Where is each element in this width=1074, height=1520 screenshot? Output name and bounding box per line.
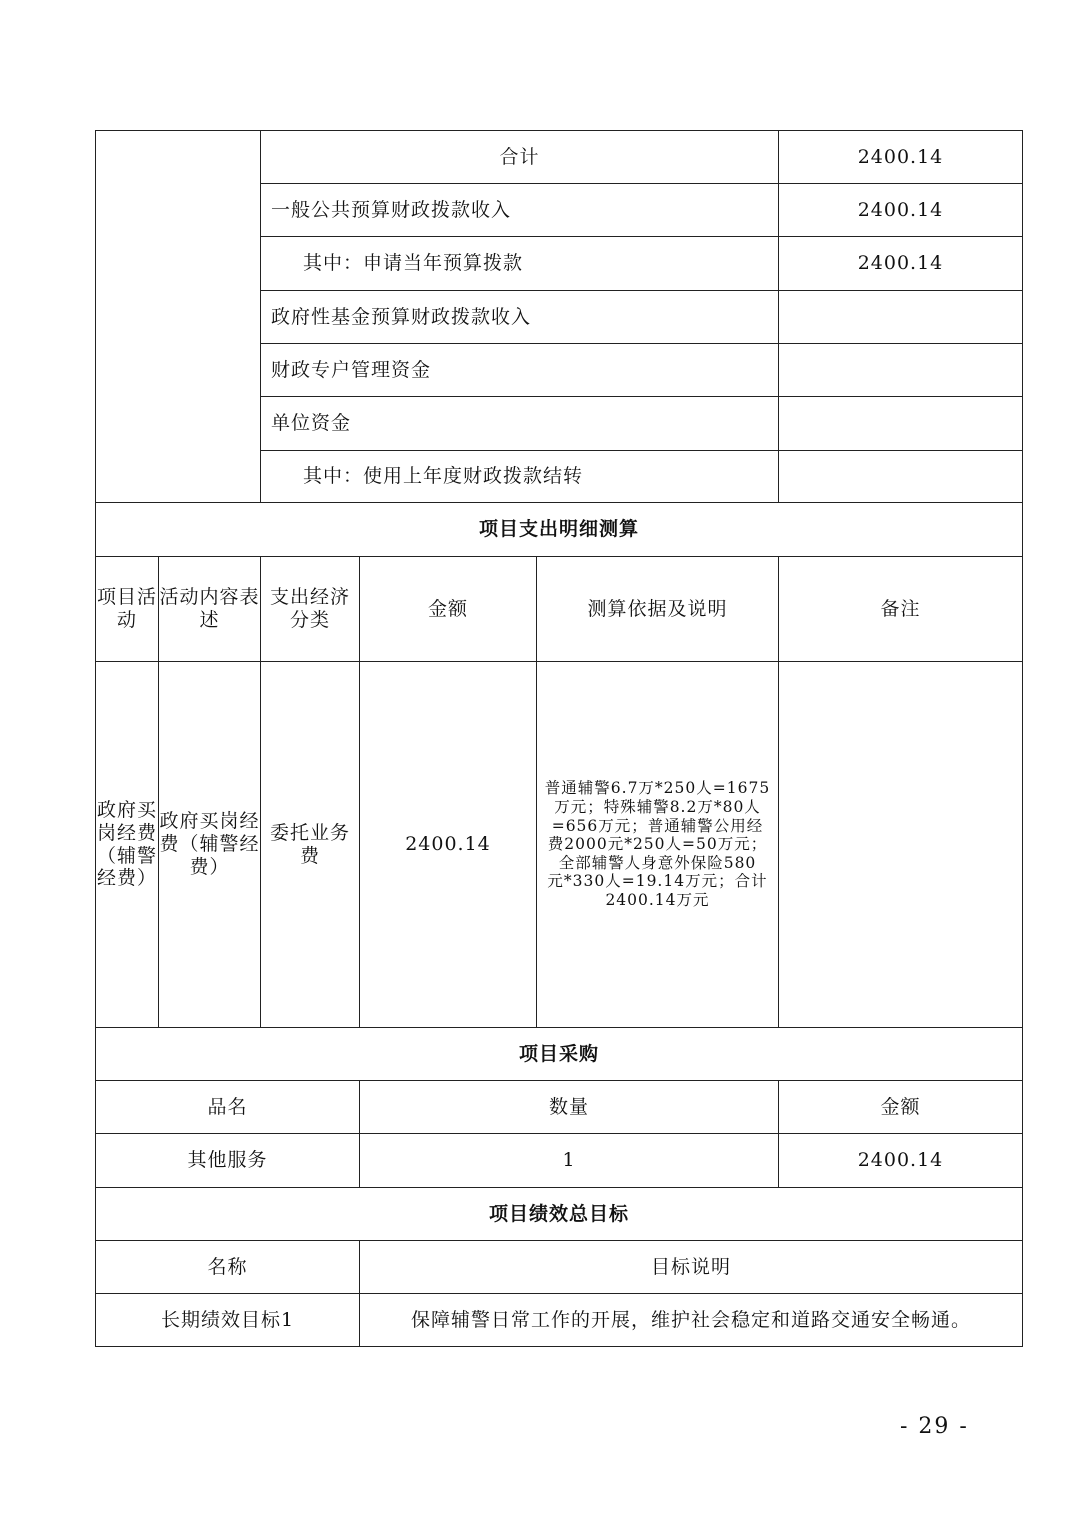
performance-header-desc: 目标说明 [360, 1241, 1023, 1294]
procurement-section-title: 项目采购 [96, 1028, 1023, 1081]
procurement-quantity: 1 [360, 1134, 779, 1188]
funding-row-label: 单位资金 [261, 397, 779, 451]
funding-row-label: 其中：申请当年预算拨款 [261, 237, 779, 291]
funding-row-value: 2400.14 [779, 237, 1023, 291]
basis-line: 元*330人=19.14万元；合计 [547, 872, 768, 891]
funding-row-value [779, 397, 1023, 451]
header-amount: 金额 [360, 557, 537, 662]
basis-line: 普通辅警6.7万*250人=1675 [544, 779, 771, 798]
procurement-header-quantity: 数量 [360, 1081, 779, 1134]
funding-row-value: 2400.14 [779, 184, 1023, 237]
budget-table [95, 130, 1023, 1347]
funding-row-label: 其中：使用上年度财政拨款结转 [261, 451, 779, 503]
funding-row-value [779, 344, 1023, 397]
funding-row-label: 财政专户管理资金 [261, 344, 779, 397]
detail-remark [779, 662, 1023, 1028]
funding-total-row [96, 131, 1023, 184]
funding-row-value [779, 451, 1023, 503]
header-basis: 测算依据及说明 [537, 557, 779, 662]
procurement-amount: 2400.14 [779, 1134, 1023, 1188]
procurement-data-row [96, 1134, 1023, 1188]
detail-section-row [96, 503, 1023, 557]
basis-line: 费2000元*250人=50万元； [547, 835, 768, 854]
performance-desc: 保障辅警日常工作的开展，维护社会稳定和道路交通安全畅通。 [360, 1294, 1023, 1347]
basis-line: 全部辅警人身意外保险580 [558, 853, 757, 872]
detail-section-title: 项目支出明细测算 [96, 503, 1023, 557]
basis-line: 2400.14万元 [605, 890, 710, 909]
performance-name: 长期绩效目标1 [96, 1294, 360, 1347]
detail-header-row [96, 557, 1023, 662]
procurement-header-name: 品名 [96, 1081, 360, 1134]
funding-total-value: 2400.14 [779, 131, 1023, 184]
funding-blank-cell [96, 131, 261, 503]
basis-line: =656万元；普通辅警公用经 [551, 816, 764, 835]
detail-data-row [96, 662, 1023, 1028]
procurement-name: 其他服务 [96, 1134, 360, 1188]
performance-data-row [96, 1294, 1023, 1347]
detail-amount: 2400.14 [360, 662, 537, 1028]
funding-row-value [779, 291, 1023, 344]
header-remark: 备注 [779, 557, 1023, 662]
funding-row-label: 一般公共预算财政拨款收入 [261, 184, 779, 237]
performance-header-name: 名称 [96, 1241, 360, 1294]
detail-basis [537, 662, 779, 1028]
header-activity: 项目活动 [96, 557, 159, 662]
detail-activity: 政府买岗经费（辅警经费） [96, 662, 159, 1028]
funding-total-label: 合计 [261, 131, 779, 184]
performance-header-row [96, 1241, 1023, 1294]
detail-content: 政府买岗经费（辅警经费） [159, 662, 261, 1028]
page-number: - 29 - [900, 1414, 969, 1439]
funding-row-label: 政府性基金预算财政拨款收入 [261, 291, 779, 344]
header-content: 活动内容表述 [159, 557, 261, 662]
header-category: 支出经济分类 [261, 557, 360, 662]
basis-line: 万元；特殊辅警8.2万*80人 [554, 798, 761, 817]
performance-section-title: 项目绩效总目标 [96, 1188, 1023, 1241]
detail-category: 委托业务费 [261, 662, 360, 1028]
procurement-header-row [96, 1081, 1023, 1134]
procurement-header-amount: 金额 [779, 1081, 1023, 1134]
procurement-section-row [96, 1028, 1023, 1081]
performance-section-row [96, 1188, 1023, 1241]
